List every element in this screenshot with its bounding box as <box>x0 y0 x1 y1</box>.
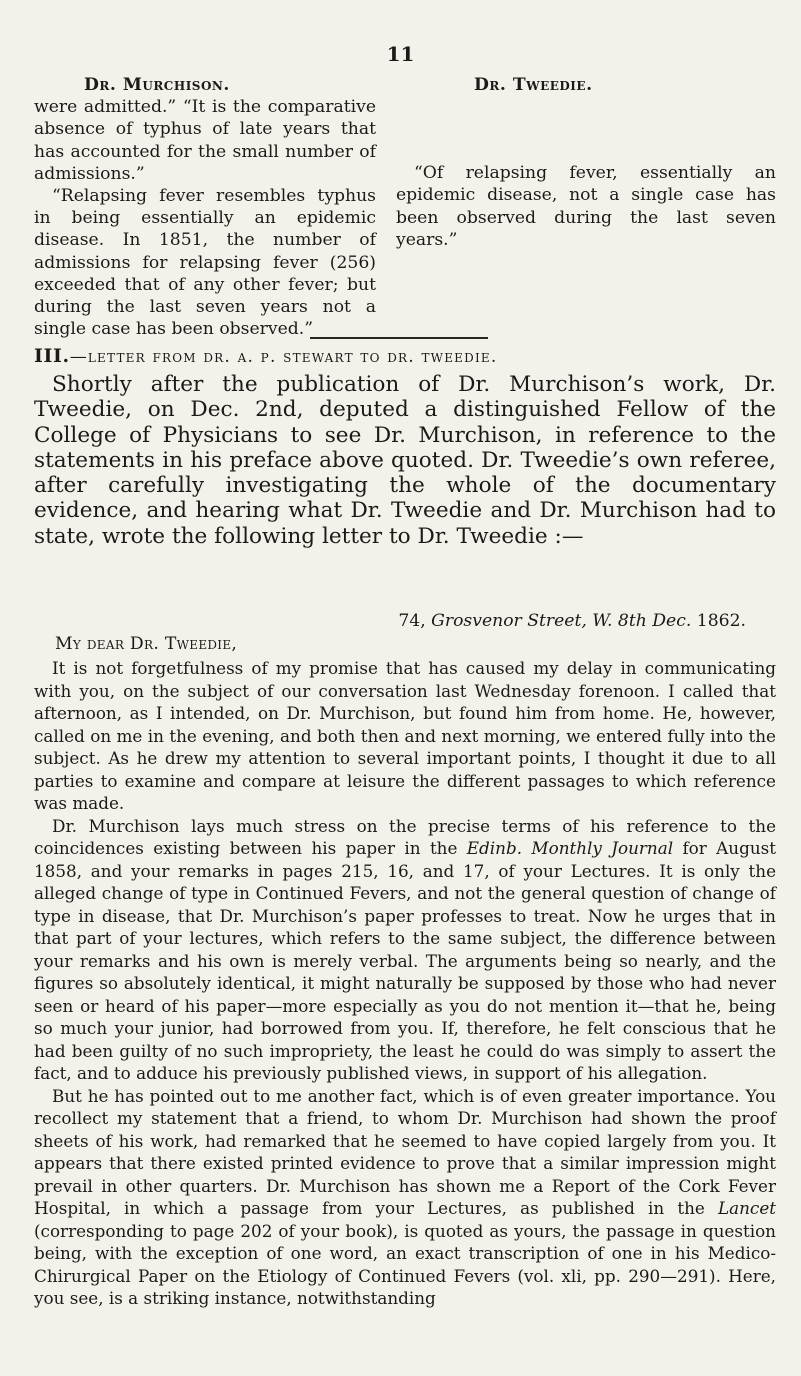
section-title: —letter from dr. a. p. stewart to dr. tweedie. <box>69 347 498 367</box>
letter-p2-part-a: Dr. Murchison lays much stress on the precise terms of his reference to the coincidences existing between his paper in the <box>34 815 776 858</box>
letter-p2-part-b: for August 1858, and your remarks in pages 215, 16, and 17, of your Lectures. It is only the alleged change of type in Continued Fevers, and not the general question of change of type in disease, that Dr. Murchison’s paper professes to treat. Now he urges that in that part of your lectures, which refers to the same subject, the difference between your remarks and his own is merely verbal. The arguments being so nearly, and the figures so absolutely identical, it might naturally be supposed by those who had never seen or heard of his paper—more especially as you do not mention it—that he, being so much your junior, had borrowed from you. If, therefore, he felt conscious that he had been guilty of no such impropriety, the least he could do was simply to assert the fact, and to adduce his previously published views, in support of his allegation. <box>34 838 777 1083</box>
section-heading <box>34 345 774 367</box>
section-divider <box>310 337 488 339</box>
tweedie-column <box>396 74 776 251</box>
dateline-date: 8th Dec. <box>617 611 692 631</box>
letter-paragraph-2 <box>34 815 776 1085</box>
tweedie-column-header: Dr. Tweedie. <box>474 75 593 95</box>
murchison-column-header: Dr. Murchison. <box>84 75 230 95</box>
intro-paragraph: Shortly after the publication of Dr. Murchison’s work, Dr. Tweedie, on Dec. 2nd, deputed a distinguished Fellow of the College of Physicians to see Dr. Murchison, in reference to the statements in his preface above quoted. Dr. Tweedie’s own referee, after carefully investigating the whole of the documentary evidence, and hearing what Dr. Tweedie and Dr. Murchison had to state, wrote the following letter to Dr. Tweedie :— <box>34 372 776 549</box>
murchison-quote-1: were admitted.” “It is the comparative absence of typhus of late years that has accounted for the small number of admissions.” <box>34 97 376 184</box>
letter-paragraph-3 <box>34 1085 776 1310</box>
page-number: 11 <box>386 42 415 66</box>
dateline-address: Grosvenor Street, W. <box>431 611 613 631</box>
journal-title: Edinb. Monthly Journal <box>466 838 674 858</box>
letter-dateline <box>34 611 746 631</box>
letter-body <box>34 657 776 1310</box>
section-numeral: III. <box>34 345 70 367</box>
lancet-title: Lancet <box>717 1198 776 1218</box>
letter-p3-part-b: (corresponding to page 202 of your book), is quoted as yours, the passage in question being, with the exception of one word, an exact transcription of one in his Medico-Chirurgical Paper on the Etiology of Continued Fevers (vol. xli, pp. 290—291). Here, you see, is a striking instance, notwithstanding <box>34 1220 776 1308</box>
letter-p3-part-a: But he has pointed out to me another fact, which is of even greater importance. You recollect my statement that a friend, to whom Dr. Murchison had shown the proof sheets of his work, had remarked that he seemed to have copied largely from you. It appears that there existed printed evidence to prove that a similar impression might prevail in other quarters. Dr. Murchison has shown me a Report of the Cork Fever Hospital, in which a passage from your Lectures, as published in the <box>34 1085 776 1218</box>
letter-salutation: My dear Dr. Tweedie, <box>55 634 238 654</box>
letter-paragraph-1: It is not forgetfulness of my promise that has caused my delay in communicating with you, on the subject of our conversation last Wednesday forenoon. I called that afternoon, as I intended, on Dr. Murchison, but found him from home. He, however, called on me in the evening, and both then and next morning, we entered fully into the subject. As he drew my attention to several important points, I thought it due to all parties to examine and compare at leisure the different passages to which reference was made. <box>34 658 776 813</box>
tweedie-quote: “Of relapsing fever, essentially an epidemic disease, not a single case has been observed during the last seven years.” <box>396 163 776 250</box>
murchison-column <box>34 74 376 340</box>
dateline-year: 1862. <box>691 611 746 631</box>
dateline-number: 74, <box>398 611 432 631</box>
murchison-quote-2: “Relapsing fever resembles typhus in being essentially an epidemic disease. In 1851, the number of admissions for relapsing fever (256) exceeded that of any other fever; but during the last seven years not a single case has been observed.” <box>34 186 376 340</box>
